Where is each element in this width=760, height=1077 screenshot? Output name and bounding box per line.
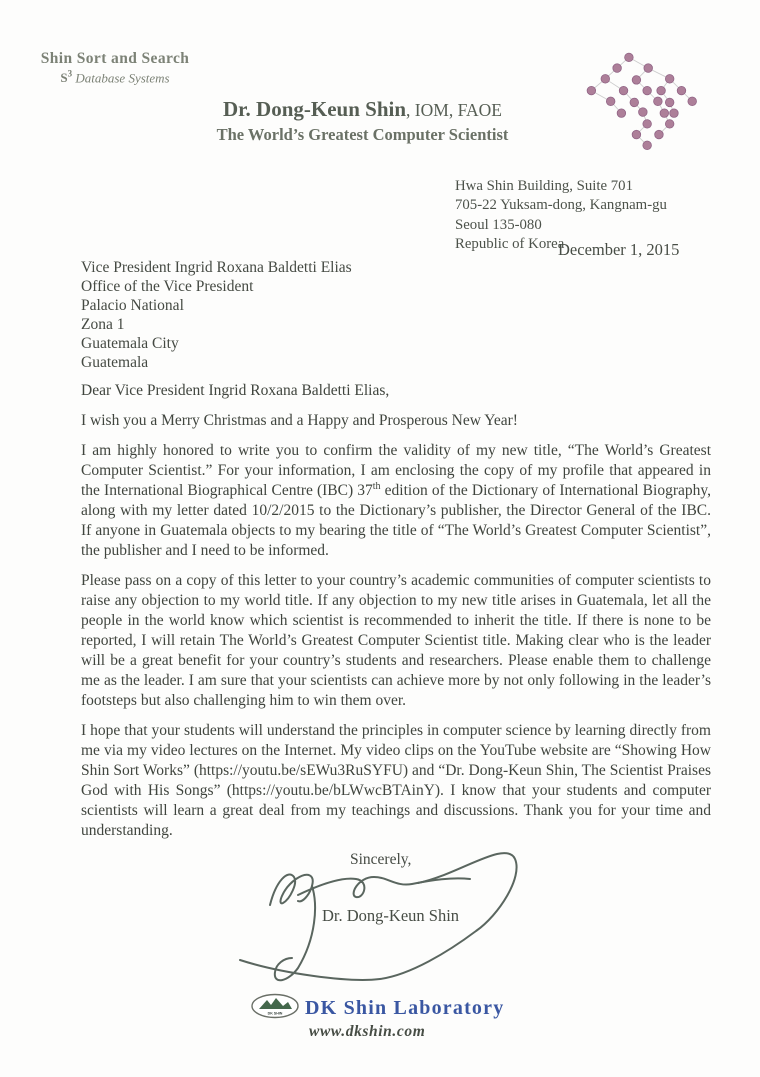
brand-s-exponent: 3 xyxy=(67,69,73,79)
recipient-line: Vice President Ingrid Roxana Baldetti Elias xyxy=(81,259,352,276)
website-url: www.dkshin.com xyxy=(309,1023,426,1040)
paragraph-1 xyxy=(81,441,711,561)
letter-body xyxy=(81,381,711,851)
closing-word: Sincerely, xyxy=(350,851,412,868)
paragraph-2: Please pass on a copy of this letter to your country’s academic communities of computer scientists to raise any objection to my world title. If any objection to my new title arises in Guatemala, let all the people in the world know which scientist is recommended to inherit the title. If there is none to be reported, I will retain The World’s Greatest Computer Scientist title. Making clear who is the leader will be a great benefit for your country’s students and researchers. Please enable them to challenge me as the leader. I am sure that your scientists can achieve more by not only following in the leader’s footsteps but also challenging him to win them over. xyxy=(81,572,711,709)
recipient-line: Palacio National xyxy=(81,297,184,314)
address-line: Seoul 135-080 xyxy=(455,216,542,233)
brand-name: Shin Sort and Search xyxy=(40,50,190,67)
recipient-line: Office of the Vice President xyxy=(81,278,254,295)
paragraph-3: I hope that your students will understand the principles in computer science by learning directly from me via my video lectures on the Internet. My video clips on the YouTube website are “Showing How Shin Sort Works” (https://youtu.be/sEWu3RuSYFU) and “Dr. Dong-Keun Shin, The Scientist Praises God with His Songs” (https://youtu.be/bLWwcBTAinY). I know that your students and computer scientists will learn a great deal from my teachings and discussions. Thank you for your time and understanding. xyxy=(81,722,711,839)
letterhead-title xyxy=(160,97,565,145)
brand-s: S xyxy=(60,70,68,86)
tagline: The World’s Greatest Computer Scientist xyxy=(216,125,509,144)
recipient-line: Zona 1 xyxy=(81,316,125,333)
ordinal-superscript: th xyxy=(372,480,381,492)
dkshin-mountain-logo xyxy=(250,993,300,1021)
dot-tree-logo-icon xyxy=(586,52,704,170)
address-line: Republic of Korea xyxy=(455,236,565,253)
paragraph-1-text: I am highly honored to write you to confirm the validity of my new title, “The World’s Greatest Computer Scientist.” For your information, I am enclosing the copy of my profile that appeared in the International Biographical Centre (IBC) 37 xyxy=(81,442,711,499)
greeting-line: I wish you a Merry Christmas and a Happy and Prosperous New Year! xyxy=(81,412,518,429)
doctor-name: Dr. Dong-Keun Shin xyxy=(223,97,407,121)
address-line: 705-22 Yuksam-dong, Kangnam-gu xyxy=(455,197,667,214)
doctor-name-line xyxy=(160,97,565,122)
recipient-address xyxy=(81,258,352,372)
letter-date: December 1, 2015 xyxy=(558,240,680,259)
logo-text: DK SHIN xyxy=(267,1011,283,1016)
brand-division xyxy=(30,69,200,86)
paragraph-1-text: edition of the Dictionary of International Biography, along with my letter dated 10/2/2015 to the Dictionary’s publisher, the Director General of the IBC. If anyone in Guatemala objects to my bearing the title of “The World’s Greatest Computer Scientist”, the publisher and I need to be informed. xyxy=(81,482,711,559)
address-line: Hwa Shin Building, Suite 701 xyxy=(455,178,633,194)
doctor-honors: , IOM, FAOE xyxy=(406,100,502,120)
brand-block xyxy=(30,50,200,86)
brand-division-label: Database Systems xyxy=(75,70,170,86)
salutation: Dear Vice President Ingrid Roxana Baldetti Elias, xyxy=(81,382,390,399)
lab-name: DK Shin Laboratory xyxy=(305,997,505,1019)
recipient-line: Guatemala City xyxy=(81,335,179,352)
recipient-line: Guatemala xyxy=(81,354,149,371)
signer-name: Dr. Dong-Keun Shin xyxy=(322,906,460,925)
